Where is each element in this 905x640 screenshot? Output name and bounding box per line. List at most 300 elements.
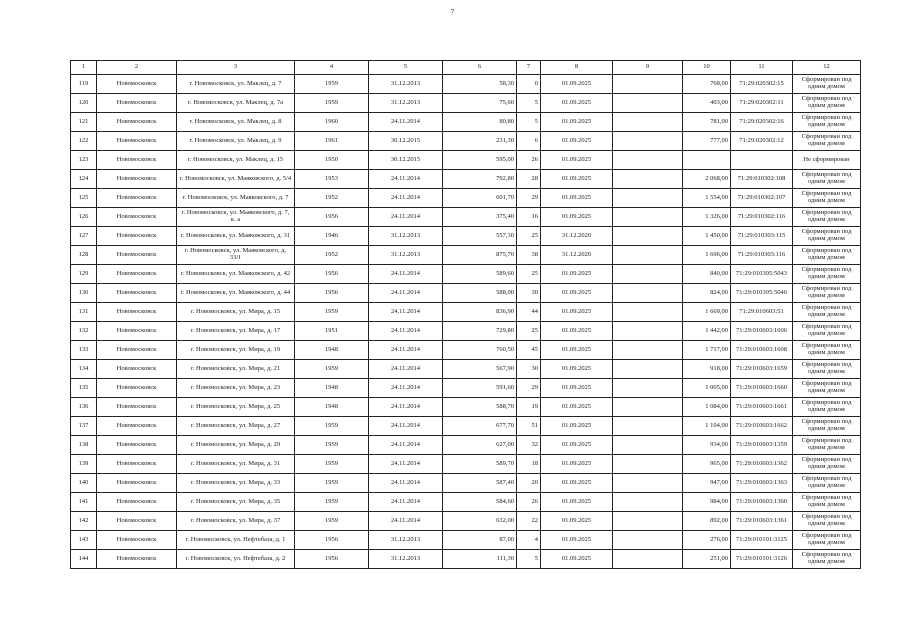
date-cell: 31.12.2013 — [369, 531, 443, 550]
deadline-cell: 01.09.2025 — [541, 170, 613, 189]
city-cell: Новомосковск — [97, 531, 177, 550]
area-cell: 587,40 — [443, 474, 517, 493]
table-row — [71, 360, 861, 379]
empty-cell — [613, 132, 683, 151]
status-cell: Сформирован под одним домом — [793, 417, 861, 436]
count-cell: 4 — [517, 531, 541, 550]
year-cell: 1959 — [295, 75, 369, 94]
status-cell: Сформирован под одним домом — [793, 75, 861, 94]
status-cell: Сформирован под одним домом — [793, 132, 861, 151]
address-cell: г. Новомосковск, ул. Маяковского, д. 7 — [177, 189, 295, 208]
city-cell: Новомосковск — [97, 132, 177, 151]
row-number: 138 — [71, 436, 97, 455]
empty-cell — [613, 493, 683, 512]
table-row — [71, 455, 861, 474]
value-cell: 947,00 — [683, 474, 731, 493]
table-row — [71, 132, 861, 151]
column-number: 10 — [683, 61, 731, 75]
cadastral-number-cell: 71:29:010603:1660 — [731, 379, 793, 398]
deadline-cell: 01.09.2025 — [541, 531, 613, 550]
cadastral-number-cell: 71:29:020302:16 — [731, 113, 793, 132]
cadastral-number-cell: 71:29:010603:1362 — [731, 455, 793, 474]
table-row — [71, 170, 861, 189]
date-cell: 31.12.2013 — [369, 94, 443, 113]
date-cell: 24.11.2014 — [369, 493, 443, 512]
year-cell: 1959 — [295, 436, 369, 455]
row-number: 122 — [71, 132, 97, 151]
table-row — [71, 550, 861, 569]
table-row — [71, 208, 861, 227]
city-cell: Новомосковск — [97, 227, 177, 246]
count-cell: 16 — [517, 208, 541, 227]
city-cell: Новомосковск — [97, 151, 177, 170]
year-cell: 1956 — [295, 531, 369, 550]
address-cell: г. Новомосковск, ул. Маяковского, д. 33/1 — [177, 246, 295, 265]
table-row — [71, 227, 861, 246]
table-row — [71, 75, 861, 94]
empty-cell — [613, 246, 683, 265]
year-cell: 1959 — [295, 303, 369, 322]
status-cell: Сформирован под одним домом — [793, 322, 861, 341]
address-cell: г. Новомосковск, ул. Мира, д. 17 — [177, 322, 295, 341]
area-cell: 627,00 — [443, 436, 517, 455]
city-cell: Новомосковск — [97, 94, 177, 113]
column-number: 8 — [541, 61, 613, 75]
cadastral-number-cell: 71:29:010603:1363 — [731, 474, 793, 493]
empty-cell — [613, 512, 683, 531]
empty-cell — [613, 436, 683, 455]
count-cell: 22 — [517, 512, 541, 531]
year-cell: 1956 — [295, 550, 369, 569]
deadline-cell: 01.09.2025 — [541, 113, 613, 132]
year-cell: 1952 — [295, 246, 369, 265]
deadline-cell: 01.09.2025 — [541, 189, 613, 208]
empty-cell — [613, 417, 683, 436]
date-cell: 31.12.2013 — [369, 227, 443, 246]
count-cell: 25 — [517, 322, 541, 341]
year-cell: 1953 — [295, 170, 369, 189]
cadastral-number-cell: 71:29:010303:115 — [731, 227, 793, 246]
count-cell: 5 — [517, 550, 541, 569]
city-cell: Новомосковск — [97, 303, 177, 322]
area-cell: 836,90 — [443, 303, 517, 322]
deadline-cell: 01.09.2025 — [541, 398, 613, 417]
year-cell: 1961 — [295, 132, 369, 151]
row-number: 127 — [71, 227, 97, 246]
area-cell: 75,60 — [443, 94, 517, 113]
empty-cell — [613, 398, 683, 417]
area-cell: 595,00 — [443, 151, 517, 170]
cadastral-number-cell: 71:29:010303:116 — [731, 246, 793, 265]
row-number: 121 — [71, 113, 97, 132]
empty-cell — [613, 455, 683, 474]
status-cell: Сформирован под одним домом — [793, 189, 861, 208]
address-cell: г. Новомосковск, ул. Мира, д. 31 — [177, 455, 295, 474]
column-number: 4 — [295, 61, 369, 75]
table-row — [71, 417, 861, 436]
area-cell: 875,70 — [443, 246, 517, 265]
column-number: 12 — [793, 61, 861, 75]
area-cell: 231,30 — [443, 132, 517, 151]
value-cell — [683, 151, 731, 170]
area-cell: 601,70 — [443, 189, 517, 208]
empty-cell — [613, 284, 683, 303]
row-number: 142 — [71, 512, 97, 531]
area-cell: 588,70 — [443, 398, 517, 417]
status-cell: Сформирован под одним домом — [793, 512, 861, 531]
deadline-cell: 31.12.2020 — [541, 227, 613, 246]
empty-cell — [613, 227, 683, 246]
empty-cell — [613, 322, 683, 341]
date-cell: 24.11.2014 — [369, 322, 443, 341]
empty-cell — [613, 170, 683, 189]
table-row — [71, 493, 861, 512]
empty-cell — [613, 379, 683, 398]
deadline-cell: 01.09.2025 — [541, 493, 613, 512]
row-number: 124 — [71, 170, 97, 189]
area-cell: 792,80 — [443, 170, 517, 189]
cadastral-number-cell: 71:29:020302:15 — [731, 75, 793, 94]
status-cell: Сформирован под одним домом — [793, 265, 861, 284]
status-cell: Сформирован под одним домом — [793, 341, 861, 360]
row-number: 123 — [71, 151, 97, 170]
deadline-cell: 01.09.2025 — [541, 550, 613, 569]
city-cell: Новомосковск — [97, 512, 177, 531]
date-cell: 31.12.2013 — [369, 550, 443, 569]
row-number: 132 — [71, 322, 97, 341]
value-cell: 824,00 — [683, 284, 731, 303]
table-row — [71, 246, 861, 265]
count-cell: 19 — [517, 398, 541, 417]
deadline-cell: 01.09.2025 — [541, 474, 613, 493]
cadastral-number-cell: 71:29:010603:1361 — [731, 512, 793, 531]
status-cell: Сформирован под одним домом — [793, 113, 861, 132]
status-cell: Сформирован под одним домом — [793, 493, 861, 512]
row-number: 136 — [71, 398, 97, 417]
cadastral-number-cell: 71:29:010603:1360 — [731, 493, 793, 512]
deadline-cell: 01.09.2025 — [541, 322, 613, 341]
city-cell: Новомосковск — [97, 284, 177, 303]
row-number: 129 — [71, 265, 97, 284]
column-number: 6 — [443, 61, 517, 75]
cadastral-number-cell — [731, 151, 793, 170]
table-row — [71, 436, 861, 455]
page-number: 7 — [450, 8, 455, 16]
year-cell: 1959 — [295, 455, 369, 474]
count-cell: 5 — [517, 113, 541, 132]
area-cell: 567,90 — [443, 360, 517, 379]
value-cell: 934,00 — [683, 436, 731, 455]
date-cell: 31.12.2013 — [369, 75, 443, 94]
empty-cell — [613, 474, 683, 493]
year-cell: 1956 — [295, 284, 369, 303]
area-cell: 591,60 — [443, 379, 517, 398]
status-cell: Сформирован под одним домом — [793, 398, 861, 417]
address-cell: г. Новомосковск, ул. Мира, д. 35 — [177, 493, 295, 512]
count-cell: 29 — [517, 379, 541, 398]
table-row — [71, 322, 861, 341]
count-cell: 38 — [517, 246, 541, 265]
count-cell: 32 — [517, 436, 541, 455]
year-cell: 1960 — [295, 113, 369, 132]
count-cell: 30 — [517, 284, 541, 303]
address-cell: г. Новомосковск, ул. Маклец, д. 7 — [177, 75, 295, 94]
count-cell: 45 — [517, 341, 541, 360]
address-cell: г. Новомосковск, ул. Нефтебаза, д. 1 — [177, 531, 295, 550]
table-row — [71, 341, 861, 360]
status-cell: Сформирован под одним домом — [793, 94, 861, 113]
area-cell: 588,00 — [443, 284, 517, 303]
count-cell: 26 — [517, 493, 541, 512]
value-cell: 1 450,00 — [683, 227, 731, 246]
table-row — [71, 189, 861, 208]
deadline-cell: 01.09.2025 — [541, 75, 613, 94]
date-cell: 24.11.2014 — [369, 189, 443, 208]
area-cell: 584,60 — [443, 493, 517, 512]
date-cell: 24.11.2014 — [369, 512, 443, 531]
count-cell: 29 — [517, 189, 541, 208]
count-cell: 26 — [517, 151, 541, 170]
column-number: 2 — [97, 61, 177, 75]
status-cell: Сформирован под одним домом — [793, 474, 861, 493]
year-cell: 1959 — [295, 493, 369, 512]
year-cell: 1950 — [295, 151, 369, 170]
count-cell: 5 — [517, 94, 541, 113]
status-cell: Сформирован под одним домом — [793, 379, 861, 398]
year-cell: 1956 — [295, 265, 369, 284]
year-cell: 1959 — [295, 360, 369, 379]
address-cell: г. Новомосковск, ул. Мира, д. 23 — [177, 379, 295, 398]
status-cell: Сформирован под одним домом — [793, 550, 861, 569]
date-cell: 30.12.2015 — [369, 132, 443, 151]
row-number: 120 — [71, 94, 97, 113]
address-cell: г. Новомосковск, ул. Мира, д. 27 — [177, 417, 295, 436]
cadastral-number-cell: 71:29:010603:51 — [731, 303, 793, 322]
area-cell: 111,30 — [443, 550, 517, 569]
city-cell: Новомосковск — [97, 265, 177, 284]
status-cell: Сформирован под одним домом — [793, 436, 861, 455]
value-cell: 1 717,00 — [683, 341, 731, 360]
empty-cell — [613, 94, 683, 113]
date-cell: 24.11.2014 — [369, 208, 443, 227]
count-cell: 28 — [517, 170, 541, 189]
empty-cell — [613, 360, 683, 379]
deadline-cell: 01.09.2025 — [541, 436, 613, 455]
deadline-cell: 01.09.2025 — [541, 379, 613, 398]
address-cell: г. Новомосковск, ул. Маяковского, д. 42 — [177, 265, 295, 284]
year-cell: 1959 — [295, 474, 369, 493]
value-cell: 1 669,00 — [683, 303, 731, 322]
cadastral-number-cell: 71:29:010603:1659 — [731, 360, 793, 379]
area-cell: 80,80 — [443, 113, 517, 132]
city-cell: Новомосковск — [97, 208, 177, 227]
year-cell: 1959 — [295, 512, 369, 531]
area-cell: 729,80 — [443, 322, 517, 341]
deadline-cell: 01.09.2025 — [541, 94, 613, 113]
city-cell: Новомосковск — [97, 436, 177, 455]
value-cell: 777,00 — [683, 132, 731, 151]
row-number: 141 — [71, 493, 97, 512]
value-cell: 840,00 — [683, 265, 731, 284]
cadastral-number-cell: 71:29:010603:1661 — [731, 398, 793, 417]
column-numbers-row — [71, 61, 861, 75]
city-cell: Новомосковск — [97, 493, 177, 512]
cadastral-number-cell: 71:29:010603:1662 — [731, 417, 793, 436]
table-row — [71, 303, 861, 322]
cadastral-number-cell: 71:29:010101:3126 — [731, 550, 793, 569]
row-number: 128 — [71, 246, 97, 265]
city-cell: Новомосковск — [97, 341, 177, 360]
year-cell: 1956 — [295, 208, 369, 227]
date-cell: 24.11.2014 — [369, 170, 443, 189]
value-cell: 251,00 — [683, 550, 731, 569]
date-cell: 24.11.2014 — [369, 265, 443, 284]
area-cell: 760,50 — [443, 341, 517, 360]
address-cell: г. Новомосковск, ул. Маклец, д. 8 — [177, 113, 295, 132]
date-cell: 24.11.2014 — [369, 436, 443, 455]
area-cell: 58,30 — [443, 75, 517, 94]
status-cell: Сформирован под одним домом — [793, 246, 861, 265]
area-cell: 557,30 — [443, 227, 517, 246]
area-cell: 632,00 — [443, 512, 517, 531]
count-cell: 30 — [517, 360, 541, 379]
date-cell: 24.11.2014 — [369, 398, 443, 417]
deadline-cell: 01.09.2025 — [541, 455, 613, 474]
year-cell: 1946 — [295, 227, 369, 246]
date-cell: 24.11.2014 — [369, 417, 443, 436]
empty-cell — [613, 531, 683, 550]
address-cell: г. Новомосковск, ул. Мира, д. 19 — [177, 341, 295, 360]
row-number: 125 — [71, 189, 97, 208]
status-cell: Сформирован под одним домом — [793, 455, 861, 474]
cadastral-number-cell: 71:29:010302:116 — [731, 208, 793, 227]
city-cell: Новомосковск — [97, 246, 177, 265]
row-number: 140 — [71, 474, 97, 493]
year-cell: 1952 — [295, 189, 369, 208]
housing-registry-table — [70, 60, 861, 569]
cadastral-number-cell: 71:29:020302:12 — [731, 132, 793, 151]
year-cell: 1948 — [295, 379, 369, 398]
area-cell: 589,70 — [443, 455, 517, 474]
table-row — [71, 512, 861, 531]
deadline-cell: 01.09.2025 — [541, 265, 613, 284]
value-cell: 1 326,00 — [683, 208, 731, 227]
table-row — [71, 531, 861, 550]
value-cell: 984,00 — [683, 493, 731, 512]
status-cell: Сформирован под одним домом — [793, 531, 861, 550]
date-cell: 24.11.2014 — [369, 455, 443, 474]
row-number: 131 — [71, 303, 97, 322]
status-cell: Сформирован под одним домом — [793, 208, 861, 227]
city-cell: Новомосковск — [97, 455, 177, 474]
empty-cell — [613, 151, 683, 170]
deadline-cell: 01.09.2025 — [541, 208, 613, 227]
address-cell: г. Новомосковск, ул. Маяковского, д. 5/4 — [177, 170, 295, 189]
value-cell: 1 084,00 — [683, 398, 731, 417]
area-cell: 87,00 — [443, 531, 517, 550]
deadline-cell: 01.09.2025 — [541, 151, 613, 170]
column-number: 1 — [71, 61, 97, 75]
count-cell: 6 — [517, 132, 541, 151]
city-cell: Новомосковск — [97, 474, 177, 493]
year-cell: 1959 — [295, 94, 369, 113]
table-row — [71, 113, 861, 132]
date-cell: 24.11.2014 — [369, 341, 443, 360]
date-cell: 24.11.2014 — [369, 303, 443, 322]
empty-cell — [613, 208, 683, 227]
count-cell: 0 — [517, 75, 541, 94]
address-cell: г. Новомосковск, ул. Мира, д. 25 — [177, 398, 295, 417]
row-number: 143 — [71, 531, 97, 550]
row-number: 134 — [71, 360, 97, 379]
value-cell: 892,00 — [683, 512, 731, 531]
deadline-cell: 01.09.2025 — [541, 303, 613, 322]
column-number: 11 — [731, 61, 793, 75]
value-cell: 1 104,00 — [683, 417, 731, 436]
row-number: 119 — [71, 75, 97, 94]
date-cell: 24.11.2014 — [369, 284, 443, 303]
status-cell: Сформирован под одним домом — [793, 227, 861, 246]
address-cell: г. Новомосковск, ул. Мира, д. 33 — [177, 474, 295, 493]
year-cell: 1948 — [295, 341, 369, 360]
empty-cell — [613, 189, 683, 208]
row-number: 130 — [71, 284, 97, 303]
city-cell: Новомосковск — [97, 170, 177, 189]
city-cell: Новомосковск — [97, 417, 177, 436]
empty-cell — [613, 265, 683, 284]
address-cell: г. Новомосковск, ул. Маяковского, д. 44 — [177, 284, 295, 303]
value-cell: 2 068,00 — [683, 170, 731, 189]
address-cell: г. Новомосковск, ул. Мира, д. 15 — [177, 303, 295, 322]
date-cell: 31.12.2013 — [369, 246, 443, 265]
deadline-cell: 01.09.2025 — [541, 132, 613, 151]
count-cell: 25 — [517, 265, 541, 284]
value-cell: 403,00 — [683, 94, 731, 113]
city-cell: Новомосковск — [97, 550, 177, 569]
column-number: 5 — [369, 61, 443, 75]
status-cell: Сформирован под одним домом — [793, 170, 861, 189]
year-cell: 1951 — [295, 322, 369, 341]
empty-cell — [613, 113, 683, 132]
deadline-cell: 31.12.2020 — [541, 246, 613, 265]
value-cell: 965,00 — [683, 455, 731, 474]
empty-cell — [613, 550, 683, 569]
year-cell: 1948 — [295, 398, 369, 417]
value-cell: 1 696,00 — [683, 246, 731, 265]
city-cell: Новомосковск — [97, 189, 177, 208]
status-cell: Сформирован под одним домом — [793, 303, 861, 322]
address-cell: г. Новомосковск, ул. Мира, д. 21 — [177, 360, 295, 379]
table-row — [71, 379, 861, 398]
table-row — [71, 94, 861, 113]
city-cell: Новомосковск — [97, 398, 177, 417]
status-cell: Не сформирован — [793, 151, 861, 170]
row-number: 144 — [71, 550, 97, 569]
city-cell: Новомосковск — [97, 379, 177, 398]
count-cell: 44 — [517, 303, 541, 322]
table-row — [71, 284, 861, 303]
row-number: 133 — [71, 341, 97, 360]
value-cell: 918,00 — [683, 360, 731, 379]
status-cell: Сформирован под одним домом — [793, 360, 861, 379]
table-row — [71, 151, 861, 170]
date-cell: 30.12.2015 — [369, 151, 443, 170]
area-cell: 589,60 — [443, 265, 517, 284]
value-cell: 1 005,00 — [683, 379, 731, 398]
city-cell: Новомосковск — [97, 113, 177, 132]
address-cell: г. Новомосковск, ул. Нефтебаза, д. 2 — [177, 550, 295, 569]
year-cell: 1959 — [295, 417, 369, 436]
